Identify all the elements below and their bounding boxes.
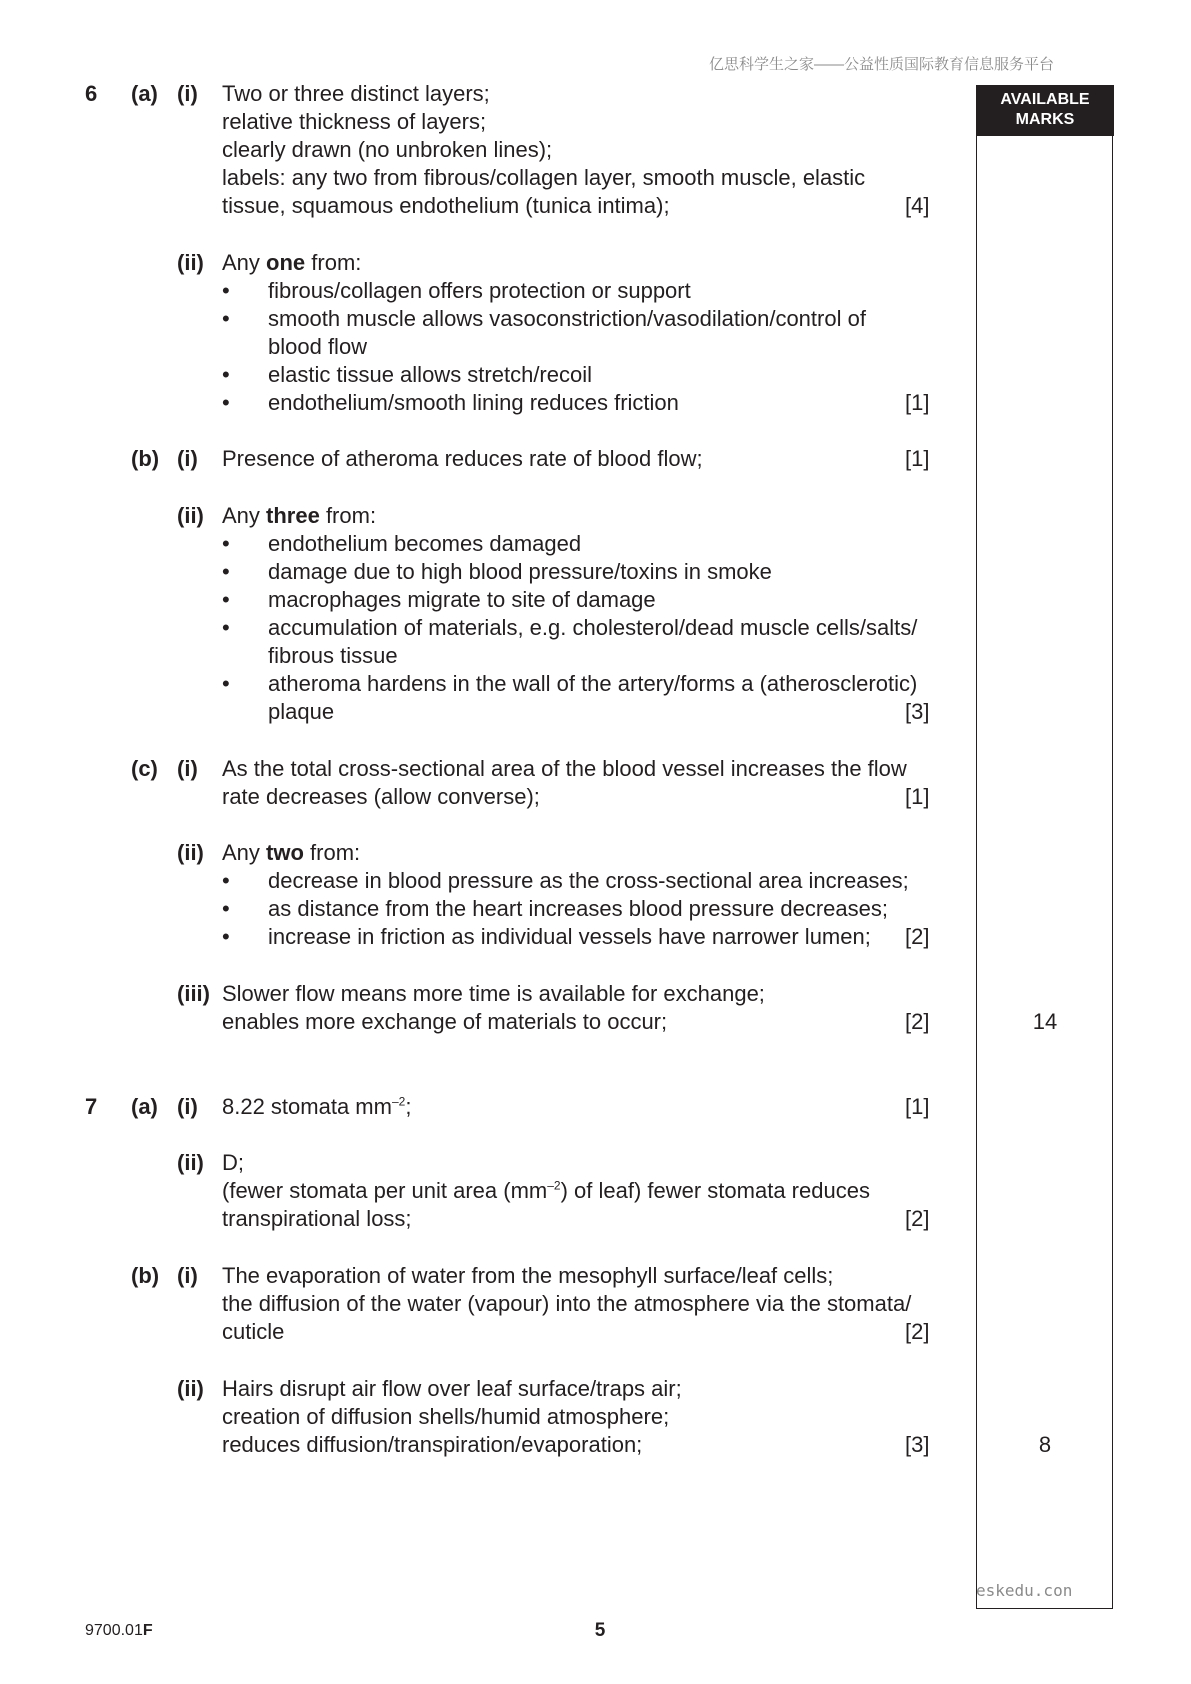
q6ci-label: (i) [177,756,198,781]
bullet-icon: • [222,531,230,556]
q6ci-line-1: As the total cross-sectional area of the blood vessel increases the flow [222,756,907,781]
q6ai-line-2: relative thickness of layers; [222,109,487,134]
q6b-label: (b) [131,446,160,471]
bullet-icon: • [222,362,230,387]
q7ai-mark: [1] [905,1094,930,1119]
bullet-icon: • [222,896,230,921]
q6bii-bullet-5a: atheroma hardens in the wall of the artery/forms a (atherosclerotic) [268,671,918,696]
q6a-label: (a) [131,81,158,106]
q6bii-bullet-1: endothelium becomes damaged [268,531,582,556]
q7ai-text: 8.22 stomata $mm^{-2}$; [222,1094,412,1119]
q7bi-label: (i) [177,1263,198,1288]
question-7-number: 7 [85,1094,98,1119]
q6ai-mark: [4] [905,193,930,218]
q6c-label: (c) [131,756,158,781]
q6ci-line-2: rate decreases (allow converse); [222,784,540,809]
q6cii-intro: Any two from: [222,840,361,865]
q6ciii-line-2: enables more exchange of materials to occur; [222,1009,668,1034]
q6aii-bullet-2b: blood flow [268,334,368,359]
q6aii-bullet-4: endothelium/smooth lining reduces friction [268,390,679,415]
bullet-icon: • [222,559,230,584]
bullet-icon: • [222,587,230,612]
q7bii-label: (ii) [177,1376,204,1401]
q7a-label: (a) [131,1094,158,1119]
q6aii-bullet-3: elastic tissue allows stretch/recoil [268,362,593,387]
q7aii-line-3: transpirational loss; [222,1206,412,1231]
q7bi-line-2: the diffusion of the water (vapour) into the atmosphere via the stomata/ [222,1291,912,1316]
q7bi-line-1: The evaporation of water from the mesophyll surface/leaf cells; [222,1263,834,1288]
q6ciii-line-1: Slower flow means more time is available for exchange; [222,981,765,1006]
q6cii-label: (ii) [177,840,204,865]
marks-column [976,136,1113,1609]
q6cii-bullet-2: as distance from the heart increases blood pressure decreases; [268,896,888,921]
q6bi-mark: [1] [905,446,930,471]
q6bii-bullet-5b: plaque [268,699,335,724]
q6bii-bullet-2: damage due to high blood pressure/toxins in smoke [268,559,772,584]
q7bii-mark: [3] [905,1432,930,1457]
question-6-number: 6 [85,81,98,106]
q7b-label: (b) [131,1263,160,1288]
bullet-icon: • [222,615,230,640]
q6bii-bullet-4b: fibrous tissue [268,643,398,668]
bullet-icon: • [222,278,230,303]
q6bi-label: (i) [177,446,198,471]
q6cii-bullet-1: decrease in blood pressure as the cross-sectional area increases; [268,868,909,893]
q6cii-bullet-3: increase in friction as individual vessels have narrower lumen; [268,924,871,949]
bullet-icon: • [222,306,230,331]
q6ciii-mark: [2] [905,1009,930,1034]
q6cii-mark: [2] [905,924,930,949]
q6ai-line-3: clearly drawn (no unbroken lines); [222,137,553,162]
q7bii-line-1: Hairs disrupt air flow over leaf surface/traps air; [222,1376,682,1401]
q6bii-intro: Any three from: [222,503,377,528]
watermark-bottom: eskedu.con [976,1581,1073,1600]
available-marks-header: AVAILABLE MARKS [976,85,1114,136]
q6-total-marks: 14 [1032,1009,1058,1034]
q7bii-line-2: creation of diffusion shells/humid atmosphere; [222,1404,670,1429]
q6ciii-label: (iii) [177,981,210,1006]
q6aii-bullet-1: fibrous/collagen offers protection or support [268,278,691,303]
bullet-icon: • [222,924,230,949]
page-number: 5 [594,1620,606,1641]
q6bi-text: Presence of atheroma reduces rate of blood flow; [222,446,703,471]
bullet-icon: • [222,868,230,893]
q6ai-line-1: Two or three distinct layers; [222,81,490,106]
bullet-icon: • [222,390,230,415]
q6aii-label: (ii) [177,250,204,275]
q7-total-marks: 8 [1038,1432,1052,1457]
q6aii-mark: [1] [905,390,930,415]
q6ai-line-5: tissue, squamous endothelium (tunica intima); [222,193,670,218]
bullet-icon: • [222,671,230,696]
q6aii-bullet-2a: smooth muscle allows vasoconstriction/vasodilation/control of [268,306,866,331]
q6ai-label: (i) [177,81,198,106]
q6bii-label: (ii) [177,503,204,528]
q6ai-line-4: labels: any two from fibrous/collagen layer, smooth muscle, elastic [222,165,866,190]
q7aii-line-1: D; [222,1150,244,1175]
q7bii-line-3: reduces diffusion/transpiration/evaporation; [222,1432,643,1457]
q7bi-line-3: cuticle [222,1319,285,1344]
q7aii-line-2: (fewer stomata per unit area $(mm^{-2})$ of leaf) fewer stomata reduces [222,1178,870,1203]
footer-code: 9700.01F [85,1622,153,1639]
q6aii-intro: Any one from: [222,250,362,275]
q7aii-mark: [2] [905,1206,930,1231]
q7bi-mark: [2] [905,1319,930,1344]
q7aii-label: (ii) [177,1150,204,1175]
q7ai-label: (i) [177,1094,198,1119]
q6bii-mark: [3] [905,699,930,724]
q6bii-bullet-3: macrophages migrate to site of damage [268,587,656,612]
q6ci-mark: [1] [905,784,930,809]
watermark-top: 亿思科学生之家——公益性质国际教育信息服务平台 [708,56,1054,73]
q6bii-bullet-4a: accumulation of materials, e.g. cholesterol/dead muscle cells/salts/ [268,615,918,640]
